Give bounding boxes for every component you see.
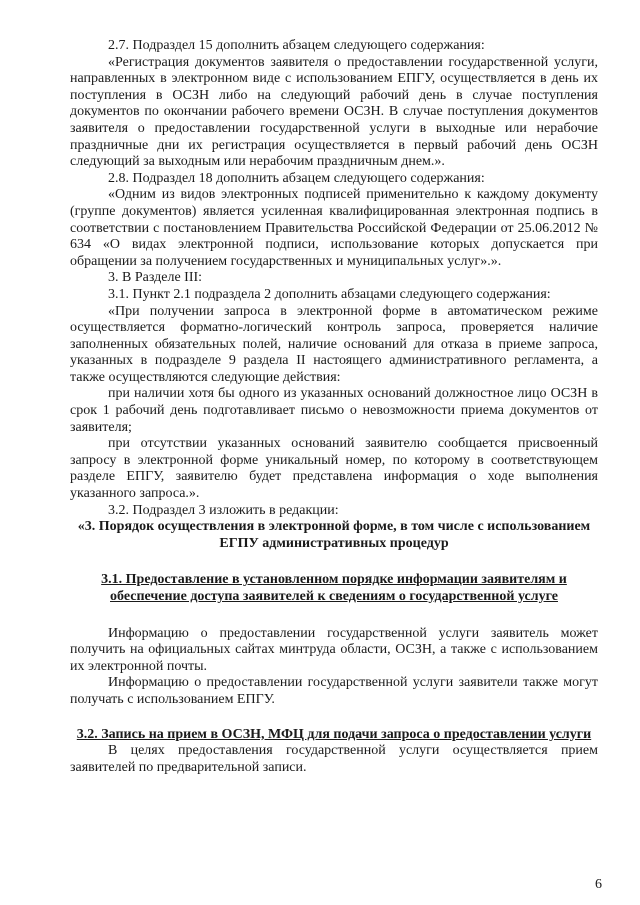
subsection-2-paragraph: В целях предоставления государственной услуги осуществляется прием заявителей по предварительной записи.: [70, 743, 598, 775]
paragraph-section-3: 3. В Разделе III:: [108, 270, 203, 286]
subsection-2-heading: 3.2. Запись на прием в ОСЗН, МФЦ для подачи запроса о предоставлении услуги: [76, 726, 592, 742]
paragraph-grounds-absent: при отсутствии указанных оснований заявителю сообщается присвоенный запросу в электронной форме уникальный номер, по которому в соответствующем разделе ЕПГУ, заявителю будет представлена информация о ходе выполнения указанного запроса.».: [70, 436, 598, 502]
subsection-1-paragraph: Информацию о предоставлении государственной услуги заявители также могут получать с использованием ЕПГУ.: [70, 675, 598, 707]
spacer: [70, 552, 598, 572]
section-heading: «3. Порядок осуществления в электронной форме, в том числе с использованием ЕГПУ административных процедур: [77, 519, 591, 551]
document-body: [70, 38, 598, 776]
paragraph-2-7: 2.7. Подраздел 15 дополнить абзацем следующего содержания:: [108, 38, 485, 53]
paragraph-registration-quote: «Регистрация документов заявителя о предоставлении государственной услуги, направленных в электронном виде с использованием ЕПГУ, осуществляется в день их поступления в ОСЗН либо на следующий рабочий день в случае поступления документов по окончании рабочего времени ОСЗН. В случае поступления документов заявителя о предоставлении государственной услуги в выходные или нерабочие праздничные дни их регистрация осуществляется в первый рабочий день ОСЗН следующий за выходным или нерабочим праздничным днем.».: [70, 54, 598, 170]
paragraph-3-1: 3.1. Пункт 2.1 подраздела 2 дополнить абзацами следующего содержания:: [108, 286, 551, 302]
paragraph-electronic-request-quote: «При получении запроса в электронной форме в автоматическом режиме осуществляется форматно-логический контроль запроса, проверяется наличие заполненных обязательных полей, наличие оснований для отказа в приеме запроса, указанных в подразделе 9 раздела II настоящего административного регламента, а также осуществляются следующие действия:: [70, 303, 598, 385]
spacer: [70, 606, 598, 626]
paragraph-2-8: 2.8. Подраздел 18 дополнить абзацем следующего содержания:: [108, 170, 485, 186]
subsection-1-heading: 3.1. Предоставление в установленном порядке информации заявителям и обеспечение доступа заявителей к сведениям о государственной услуге: [101, 572, 567, 604]
page-number: 6: [595, 877, 602, 892]
paragraph-grounds-present: при наличии хотя бы одного из указанных оснований должностное лицо ОСЗН в срок 1 рабочий день подготавливает письмо о невозможности приема документов от заявителя;: [70, 386, 598, 435]
subsection-1-paragraph: Информацию о предоставлении государственной услуги заявитель может получить на официальных сайтах минтруда области, ОСЗН, а также с использованием их электронной почты.: [70, 625, 598, 674]
paragraph-3-2: 3.2. Подраздел 3 изложить в редакции:: [108, 502, 339, 518]
paragraph-signature-quote: «Одним из видов электронных подписей применительно к каждому документу (группе документов) является усиленная квалифицированная электронная подпись в соответствии с постановлением Правительства Российской Федерации от 25.06.2012 № 634 «О видах электронной подписи, использование которых допускается при обращении за получением государственных и муниципальных услуг».».: [70, 187, 598, 269]
spacer: [70, 709, 598, 727]
